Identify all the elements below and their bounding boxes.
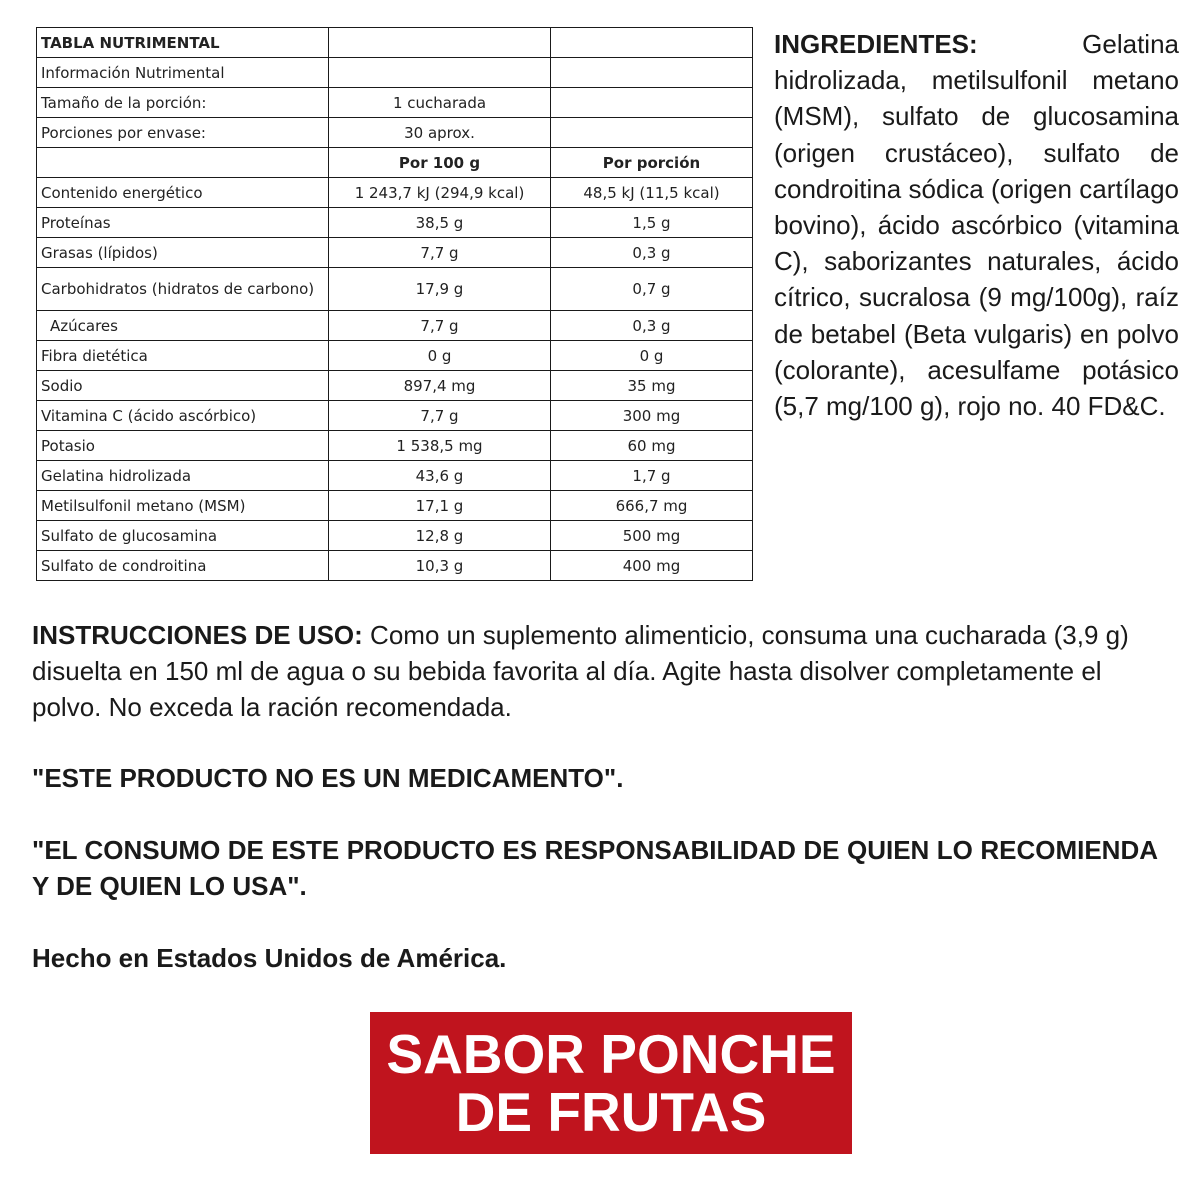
empty-cell [329, 28, 551, 58]
table-subtitle: Información Nutrimental [37, 58, 329, 88]
empty-cell [551, 58, 753, 88]
nutrient-perserving: 400 mg [551, 551, 753, 581]
nutrient-name: Carbohidratos (hidratos de carbono) [37, 268, 329, 311]
empty-cell [37, 148, 329, 178]
nutrient-perserving: 1,7 g [551, 461, 753, 491]
table-row [37, 238, 753, 268]
nutrient-perserving: 0,7 g [551, 268, 753, 311]
flavor-line-2: DE FRUTAS [455, 1081, 767, 1143]
nutrient-per100: 17,1 g [329, 491, 551, 521]
nutrient-name: Sulfato de glucosamina [37, 521, 329, 551]
nutrient-per100: 7,7 g [329, 238, 551, 268]
nutrient-perserving: 300 mg [551, 401, 753, 431]
table-row [37, 118, 753, 148]
table-header-row [37, 28, 753, 58]
nutrient-name: Gelatina hidrolizada [37, 461, 329, 491]
ingredients-text: Gelatina hidrolizada, metilsulfonil metano (MSM), sulfato de glucosamina (origen crustáceo), sulfato de condroitina sódica (origen cartílago bovino), ácido ascórbico (vitamina C), saborizantes naturales, ácido cítrico, sucralosa (9 mg/100g), raíz de betabel (Beta vulgaris) en polvo (colorante), acesulfame potásico (5,7 mg/100 g), rojo no. 40 FD&C. [774, 29, 1179, 422]
flavor-banner [370, 1012, 852, 1154]
nutrient-name: Sodio [37, 371, 329, 401]
table-row [37, 371, 753, 401]
table-row [37, 401, 753, 431]
nutrient-per100: 12,8 g [329, 521, 551, 551]
serving-size-value: 1 cucharada [329, 88, 551, 118]
nutrient-perserving: 1,5 g [551, 208, 753, 238]
nutrient-per100: 10,3 g [329, 551, 551, 581]
table-row [37, 311, 753, 341]
nutrient-name: Grasas (lípidos) [37, 238, 329, 268]
not-medicine-warning: "ESTE PRODUCTO NO ES UN MEDICAMENTO". [32, 763, 624, 793]
empty-cell [551, 88, 753, 118]
nutrient-perserving: 60 mg [551, 431, 753, 461]
instructions-label: INSTRUCCIONES DE USO: [32, 620, 363, 650]
table-row [37, 431, 753, 461]
ingredients-block [774, 26, 1179, 424]
table-row [37, 268, 753, 311]
nutrient-name: Proteínas [37, 208, 329, 238]
table-row [37, 491, 753, 521]
table-row [37, 208, 753, 238]
instructions-text: Como un suplemento alimenticio, consuma una cucharada (3,9 g) disuelta en 150 ml de agua o su bebida favorita al día. Agite hasta disolver completamente el polvo. No exceda la ración recomendada. [32, 620, 1129, 722]
table-row [37, 521, 753, 551]
table-row [37, 58, 753, 88]
nutrient-per100: 0 g [329, 341, 551, 371]
servings-label: Porciones por envase: [37, 118, 329, 148]
column-header-perserving: Por porción [551, 148, 753, 178]
nutrient-per100: 1 538,5 mg [329, 431, 551, 461]
nutrient-perserving: 0 g [551, 341, 753, 371]
table-row [37, 88, 753, 118]
table-row [37, 178, 753, 208]
table-row [37, 341, 753, 371]
nutrient-name: Metilsulfonil metano (MSM) [37, 491, 329, 521]
nutrient-per100: 38,5 g [329, 208, 551, 238]
nutrient-name: Azúcares [37, 311, 329, 341]
nutrition-table [36, 27, 753, 581]
nutrient-per100: 7,7 g [329, 401, 551, 431]
made-in-statement: Hecho en Estados Unidos de América. [32, 943, 507, 973]
table-row [37, 461, 753, 491]
responsibility-warning: "EL CONSUMO DE ESTE PRODUCTO ES RESPONSABILIDAD DE QUIEN LO RECOMIENDA Y DE QUIEN LO USA". [32, 835, 1158, 901]
nutrient-perserving: 35 mg [551, 371, 753, 401]
empty-cell [551, 28, 753, 58]
table-row [37, 551, 753, 581]
nutrient-per100: 1 243,7 kJ (294,9 kcal) [329, 178, 551, 208]
ingredients-label: INGREDIENTES: [774, 29, 978, 59]
nutrient-name: Sulfato de condroitina [37, 551, 329, 581]
flavor-line-1: SABOR PONCHE [386, 1023, 836, 1085]
nutrient-perserving: 0,3 g [551, 238, 753, 268]
empty-cell [551, 118, 753, 148]
column-header-per100: Por 100 g [329, 148, 551, 178]
column-header-row [37, 148, 753, 178]
empty-cell [329, 58, 551, 88]
nutrient-per100: 7,7 g [329, 311, 551, 341]
nutrient-per100: 43,6 g [329, 461, 551, 491]
nutrient-name: Potasio [37, 431, 329, 461]
nutrient-per100: 17,9 g [329, 268, 551, 311]
nutrient-name: Fibra dietética [37, 341, 329, 371]
servings-value: 30 aprox. [329, 118, 551, 148]
instructions-block [32, 617, 1158, 725]
table-title: TABLA NUTRIMENTAL [37, 28, 329, 58]
nutrient-perserving: 0,3 g [551, 311, 753, 341]
nutrient-perserving: 666,7 mg [551, 491, 753, 521]
nutrient-name: Vitamina C (ácido ascórbico) [37, 401, 329, 431]
nutrient-perserving: 48,5 kJ (11,5 kcal) [551, 178, 753, 208]
nutrient-name: Contenido energético [37, 178, 329, 208]
nutrient-per100: 897,4 mg [329, 371, 551, 401]
serving-size-label: Tamaño de la porción: [37, 88, 329, 118]
nutrient-perserving: 500 mg [551, 521, 753, 551]
